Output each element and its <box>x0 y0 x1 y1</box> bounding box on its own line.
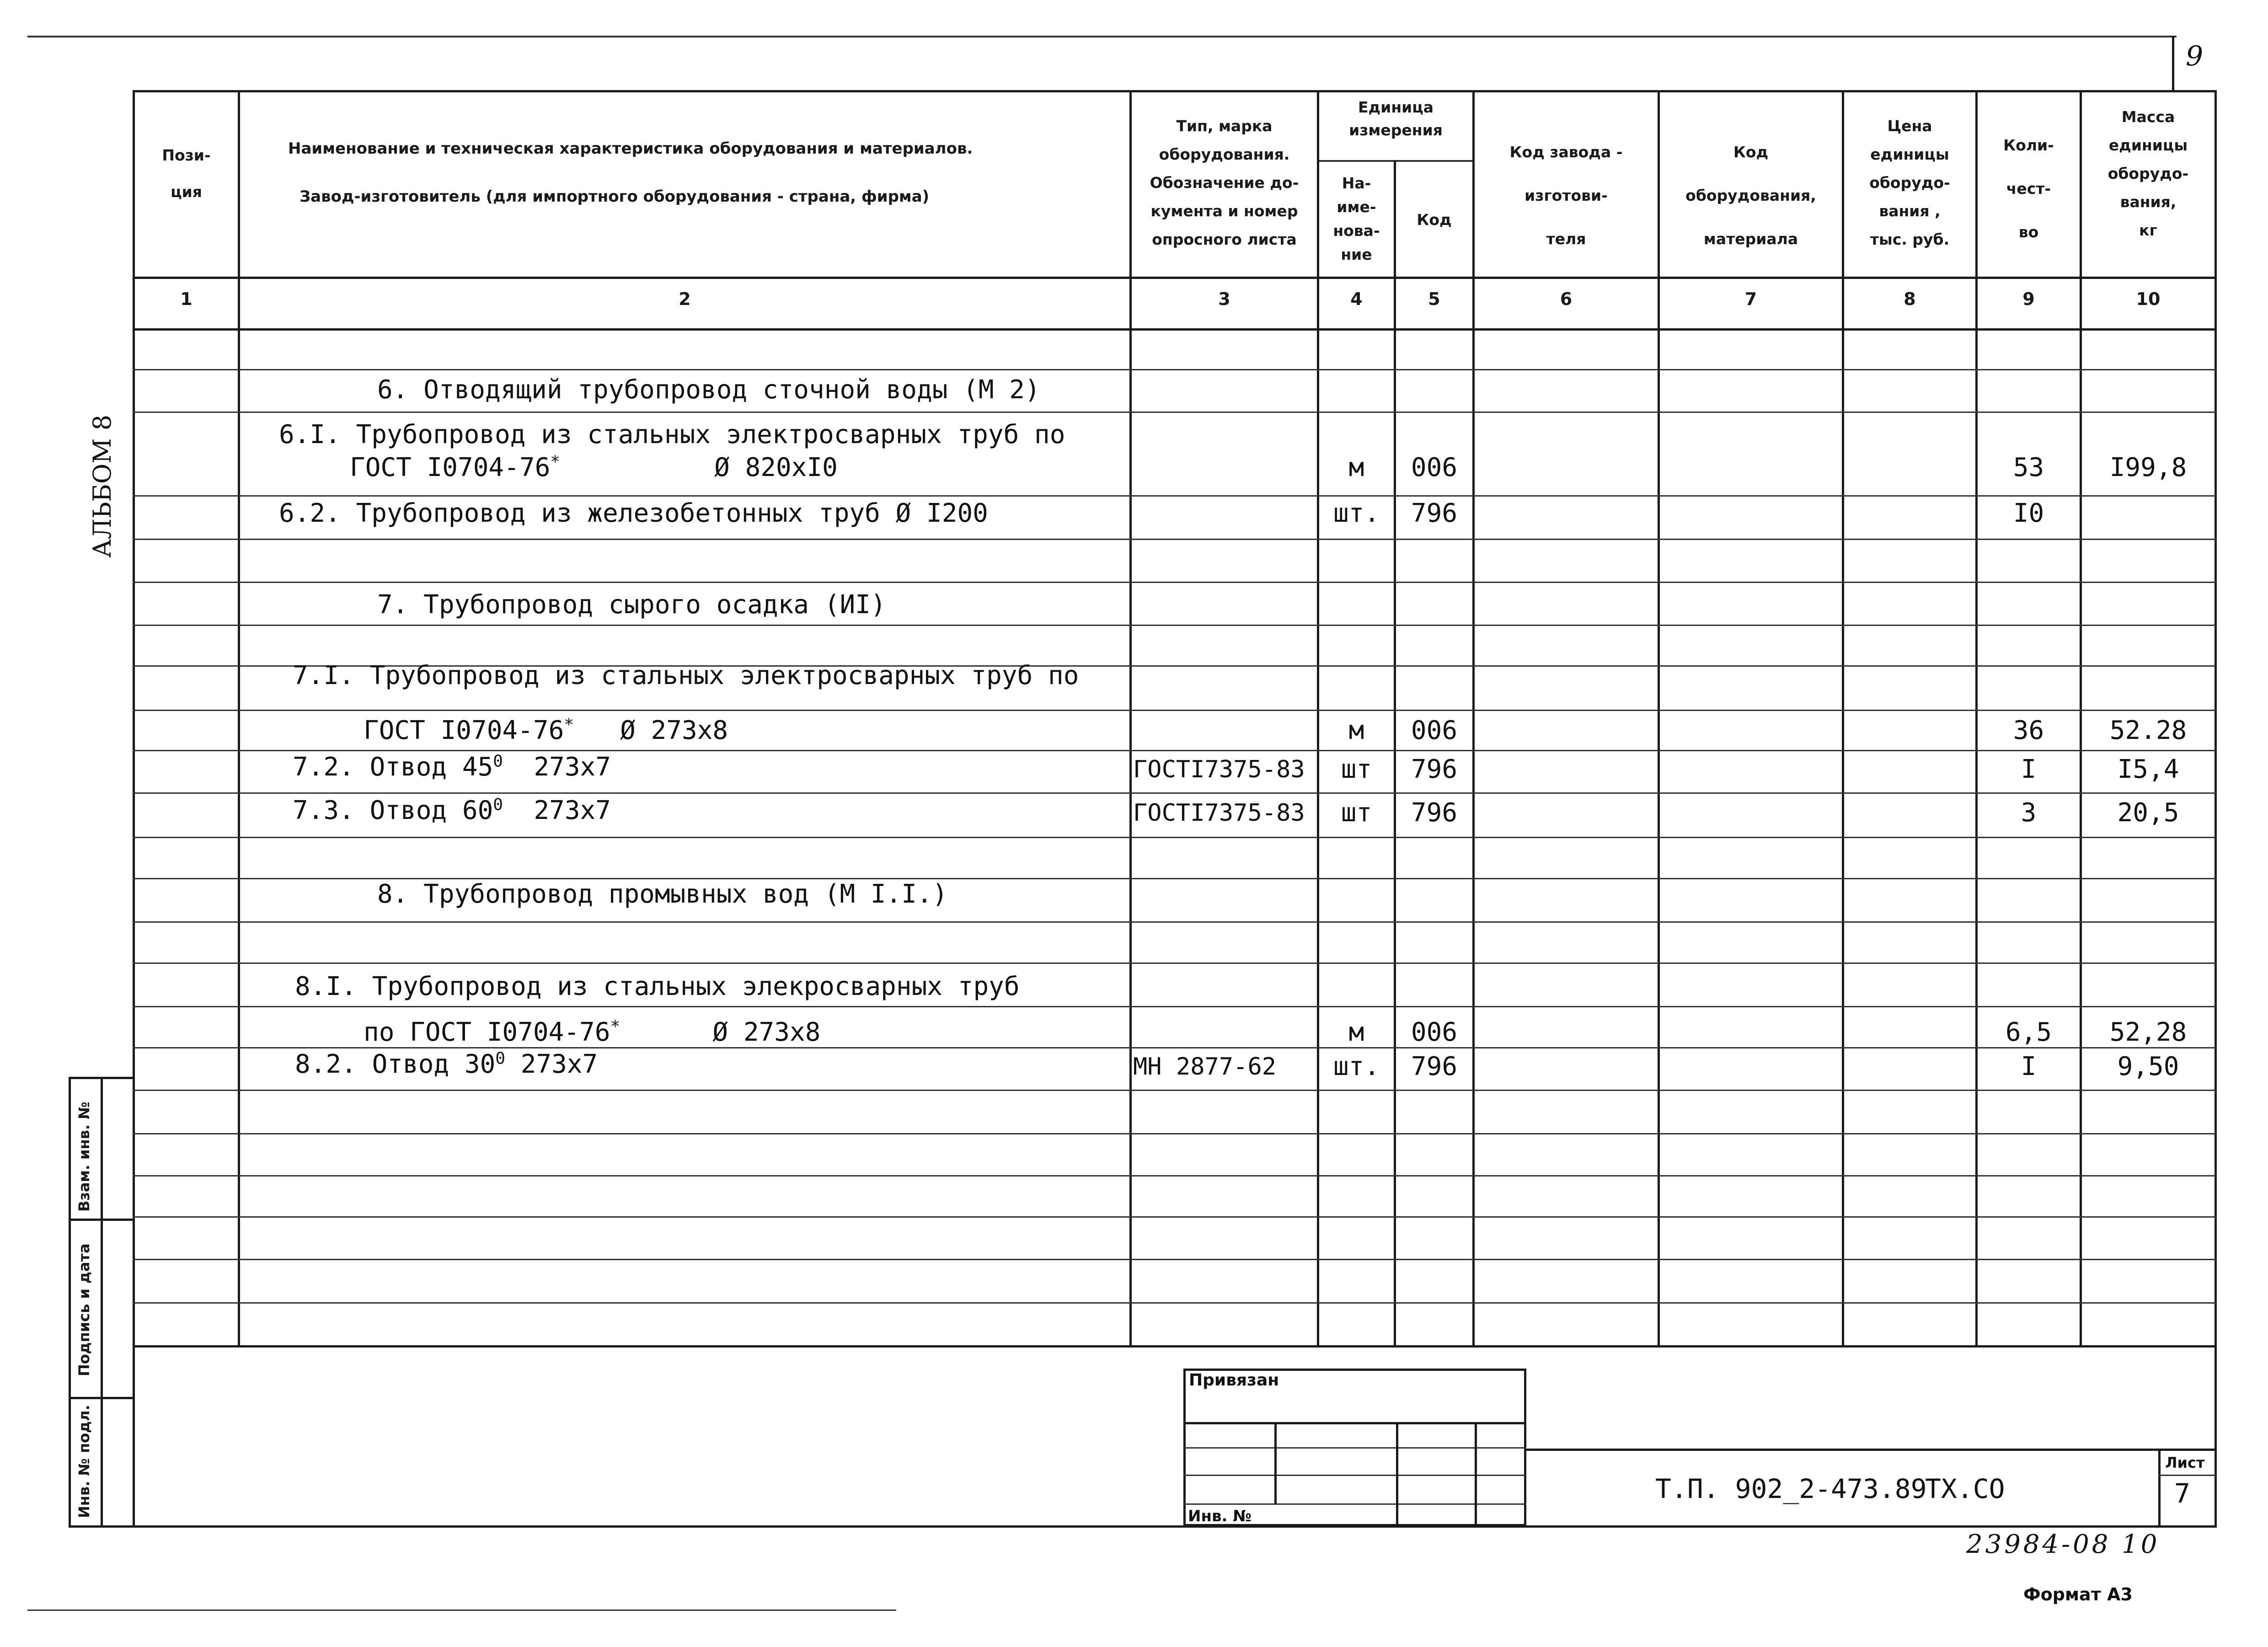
row-line <box>133 963 2217 964</box>
stamp-replace-inv: Взам. инв. № <box>75 1102 93 1212</box>
row-name: 7. Трубопровод сырого осадка (ИI) <box>377 590 886 620</box>
row-quantity: 53 <box>2013 453 2044 482</box>
row-unit: м <box>1348 453 1364 482</box>
row-line <box>133 1302 2217 1304</box>
row-line <box>133 750 2217 751</box>
row-quantity: I0 <box>2013 498 2044 528</box>
col-divider-2 <box>1129 90 1132 1348</box>
row-code: 796 <box>1411 498 1458 528</box>
handwritten-number: 23984-08 10 <box>1966 1529 2160 1559</box>
stamp-divider <box>69 1397 135 1399</box>
row-line <box>133 792 2217 794</box>
row-line <box>133 582 2217 583</box>
row-name: 7.2. Отвод $45^0$ 273x7 <box>293 752 611 782</box>
row-type: ГОСТI7375-83 <box>1133 756 1305 783</box>
top-rule <box>27 36 2177 37</box>
corner-box-left <box>2172 36 2174 91</box>
stamp-divider <box>69 1219 135 1221</box>
bound-inv-label: Инв. № <box>1188 1507 1252 1525</box>
header-unit-name: На- име- нова- ние <box>1333 174 1380 263</box>
row-name: 6.I. Трубопровод из стальных электросварных труб по <box>279 420 1065 449</box>
row-quantity: I <box>2021 1052 2037 1081</box>
title-line <box>1526 1449 2217 1451</box>
row-mass: 52.28 <box>2109 716 2187 745</box>
format-label: Формат А3 <box>2023 1584 2133 1604</box>
row-mass: 9,50 <box>2117 1052 2179 1081</box>
row-mass: 52,28 <box>2109 1017 2187 1047</box>
bottom-rule <box>27 1610 896 1611</box>
table-top-line <box>133 90 2217 92</box>
album-label: АЛЬБОМ 8 <box>88 414 117 558</box>
row-unit: м <box>1348 1017 1364 1047</box>
column-number: 8 <box>1904 289 1916 309</box>
bound-vline <box>1396 1422 1398 1527</box>
header-price: Цена единицы оборудо- вания , тыс. руб. <box>1869 117 1950 248</box>
bound-vline <box>1274 1422 1277 1504</box>
col-divider-5 <box>1472 90 1475 1348</box>
row-name: 6. Отводящий трубопровод сточной воды (М 2) <box>377 375 1040 405</box>
table-bottom-line <box>133 1345 2217 1348</box>
column-number: 10 <box>2136 289 2161 309</box>
document-section: ТХ.СО <box>1925 1473 2005 1504</box>
row-name: 6.2. Трубопровод из железобетонных труб Ø I200 <box>279 498 988 528</box>
row-code: 796 <box>1411 798 1458 828</box>
column-number: 2 <box>679 289 691 309</box>
bound-vline <box>1475 1422 1477 1527</box>
row-line <box>133 539 2217 540</box>
row-line <box>133 412 2217 413</box>
row-code: 796 <box>1411 754 1458 784</box>
colnum-bottom-line <box>133 328 2217 331</box>
row-code: 006 <box>1411 453 1458 482</box>
row-unit: шт. <box>1333 1052 1380 1081</box>
header-unit-code: Код <box>1417 211 1452 229</box>
row-name: 7.3. Отвод $60^0$ 273x7 <box>293 795 611 825</box>
header-bottom-line <box>133 277 2217 279</box>
row-quantity: I <box>2021 754 2037 784</box>
sheet-corner-number: 9 <box>2186 40 2204 72</box>
header-name-line1: Наименование и техническая характеристика оборудования и материалов. <box>288 139 973 158</box>
row-line <box>133 921 2217 923</box>
col-divider-4 <box>1394 160 1396 1348</box>
row-line <box>133 1133 2217 1134</box>
col-divider-1 <box>238 90 240 1348</box>
header-type: Тип, марка оборудования. Обозначение до- кумента и номер опросного листа <box>1150 117 1299 248</box>
stamp-strip-left <box>69 1077 71 1528</box>
row-type: ГОСТI7375-83 <box>1133 799 1305 827</box>
header-equipment-code: Код оборудования, материала <box>1685 143 1816 248</box>
row-name: 7.I. Трубопровод из стальных электросварных труб по <box>293 661 1079 690</box>
row-line <box>133 625 2217 626</box>
row-line <box>133 369 2217 370</box>
row-name: ГОСТ I0704-76* Ø 273x8 <box>364 715 728 745</box>
col-divider-7 <box>1842 90 1844 1348</box>
row-unit: шт <box>1341 754 1372 784</box>
row-code: 006 <box>1411 1017 1458 1047</box>
row-unit: м <box>1348 716 1364 745</box>
column-number: 4 <box>1350 289 1363 309</box>
row-name: 8.I. Трубопровод из стальных элекросварных труб <box>295 972 1020 1001</box>
stamp-strip-divider <box>101 1077 103 1528</box>
row-line <box>133 710 2217 711</box>
row-line <box>133 1175 2217 1176</box>
column-number: 1 <box>180 289 193 309</box>
row-line <box>133 1216 2217 1218</box>
document-code: Т.П. 902_2-473.89 <box>1655 1473 1927 1504</box>
frame-right <box>2215 90 2217 1526</box>
row-mass: I5,4 <box>2117 754 2179 784</box>
row-code: 006 <box>1411 716 1458 745</box>
row-line <box>133 1006 2217 1007</box>
row-name: по ГОСТ I0704-76* Ø 273x8 <box>364 1017 821 1047</box>
stamp-top <box>69 1077 135 1079</box>
row-line <box>133 1259 2217 1260</box>
header-unit-group: Единица измерения <box>1349 98 1443 139</box>
row-quantity: 36 <box>2013 716 2044 745</box>
row-name: ГОСТ I0704-76* Ø 820xI0 <box>350 452 838 482</box>
column-number: 6 <box>1560 289 1573 309</box>
header-mass: Масса единицы оборудо- вания, кг <box>2108 108 2189 239</box>
row-quantity: 6,5 <box>2005 1017 2052 1047</box>
column-number: 3 <box>1218 289 1230 309</box>
row-line <box>133 495 2217 497</box>
stamp-inv-original: Инв. № подл. <box>75 1405 93 1518</box>
row-mass: I99,8 <box>2109 453 2187 482</box>
header-name-line2: Завод-изготовитель (для импортного оборудования - страна, фирма) <box>300 187 930 206</box>
column-number: 5 <box>1428 289 1440 309</box>
row-mass: 20,5 <box>2117 798 2179 828</box>
header-quantity: Коли- чест- во <box>2003 136 2054 241</box>
row-unit: шт <box>1341 798 1372 828</box>
row-unit: шт. <box>1333 498 1380 528</box>
frame-bottom-line <box>69 1525 2217 1528</box>
sheet-box-line <box>2158 1475 2217 1476</box>
header-position: Пози- ция <box>162 146 211 201</box>
sheet-label: Лист <box>2165 1454 2205 1471</box>
column-number: 7 <box>1744 289 1757 309</box>
col-divider-6 <box>1658 90 1660 1348</box>
row-name: 8.2. Отвод $30^0$ 273x7 <box>295 1049 598 1079</box>
row-name: 8. Трубопровод промывных вод (М I.I.) <box>377 879 948 909</box>
stamp-sign-date: Подпись и дата <box>75 1243 93 1376</box>
column-number: 9 <box>2022 289 2035 309</box>
row-line <box>133 837 2217 838</box>
sheet-box-divider <box>2158 1449 2161 1526</box>
header-factory-code: Код завода - изготови- теля <box>1509 143 1623 248</box>
row-quantity: 3 <box>2021 798 2037 828</box>
sheet-number: 7 <box>2174 1478 2190 1509</box>
row-code: 796 <box>1411 1052 1458 1081</box>
bound-title: Привязан <box>1189 1371 1279 1390</box>
row-type: МН 2877-62 <box>1133 1053 1277 1080</box>
row-line <box>133 1090 2217 1091</box>
